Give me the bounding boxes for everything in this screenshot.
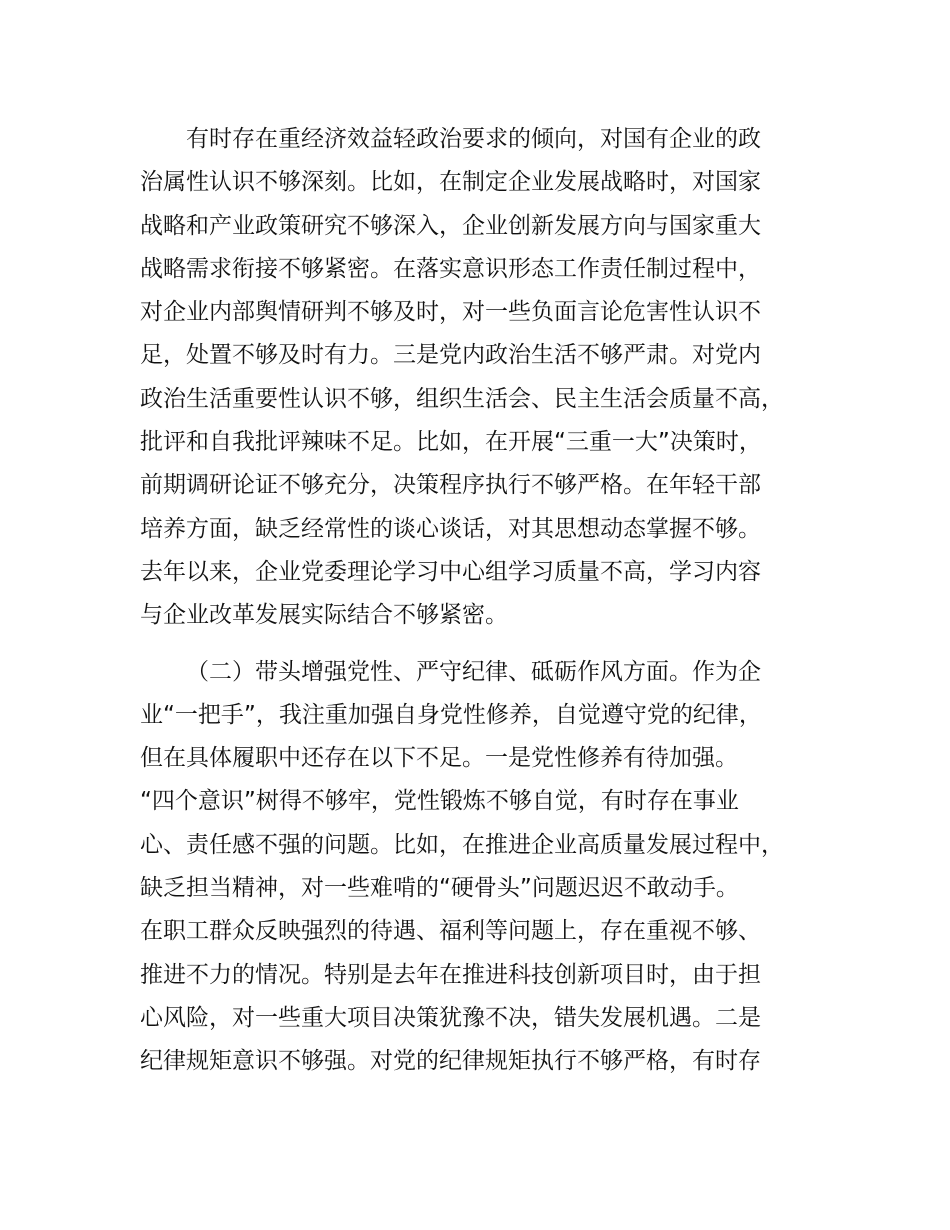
paragraph-1 <box>140 118 840 638</box>
text-line: 推进不力的情况。特别是去年在推进科技创新项目时，由于担 <box>140 961 761 988</box>
text-line: 心、责任感不强的问题。比如，在推进企业高质量发展过程中， <box>140 831 784 858</box>
document-body <box>140 118 840 1084</box>
text-line: 在职工群众反映强烈的待遇、福利等问题上，存在重视不够、 <box>140 918 761 945</box>
text-line: 治属性认识不够深刻。比如，在制定企业发展战略时，对国家 <box>140 169 761 196</box>
text-line: 前期调研论证不够充分，决策程序执行不够严格。在年轻干部 <box>140 472 761 499</box>
text-line: 心风险，对一些重大项目决策犹豫不决，错失发展机遇。二是 <box>140 1004 761 1031</box>
text-line: 批评和自我批评辣味不足。比如，在开展“三重一大”决策时， <box>140 429 762 456</box>
paragraph-2 <box>140 651 840 1084</box>
text-line: 政治生活重要性认识不够，组织生活会、民主生活会质量不高， <box>140 385 784 412</box>
text-line: 业“一把手”，我注重加强自身党性修养，自觉遵守党的纪律， <box>140 701 762 728</box>
text-line: 但在具体履职中还存在以下不足。一是党性修养有待加强。 <box>140 745 738 772</box>
text-line: 与企业改革发展实际结合不够紧密。 <box>140 602 508 629</box>
text-line: 缺乏担当精神，对一些难啃的“硬骨头”问题迟迟不敢动手。 <box>140 875 739 902</box>
text-line: 对企业内部舆情研判不够及时，对一些负面言论危害性认识不 <box>140 299 761 326</box>
text-line: （二）带头增强党性、严守纪律、砥砺作风方面。作为企 <box>186 658 761 685</box>
paragraph-spacer <box>140 638 840 651</box>
text-line: 战略需求衔接不够紧密。在落实意识形态工作责任制过程中， <box>140 255 761 282</box>
text-line: 去年以来，企业党委理论学习中心组学习质量不高，学习内容 <box>140 558 761 585</box>
text-line: 培养方面，缺乏经常性的谈心谈话，对其思想动态掌握不够。 <box>140 515 761 542</box>
text-line: 有时存在重经济效益轻政治要求的倾向，对国有企业的政 <box>186 126 761 152</box>
text-line: 纪律规矩意识不够强。对党的纪律规矩执行不够严格，有时存 <box>140 1048 761 1075</box>
text-line: 足，处置不够及时有力。三是党内政治生活不够严肃。对党内 <box>140 342 761 369</box>
text-line: 战略和产业政策研究不够深入，企业创新发展方向与国家重大 <box>140 212 761 239</box>
text-line: “四个意识”树得不够牢，党性锻炼不够自觉，有时存在事业 <box>140 788 739 815</box>
